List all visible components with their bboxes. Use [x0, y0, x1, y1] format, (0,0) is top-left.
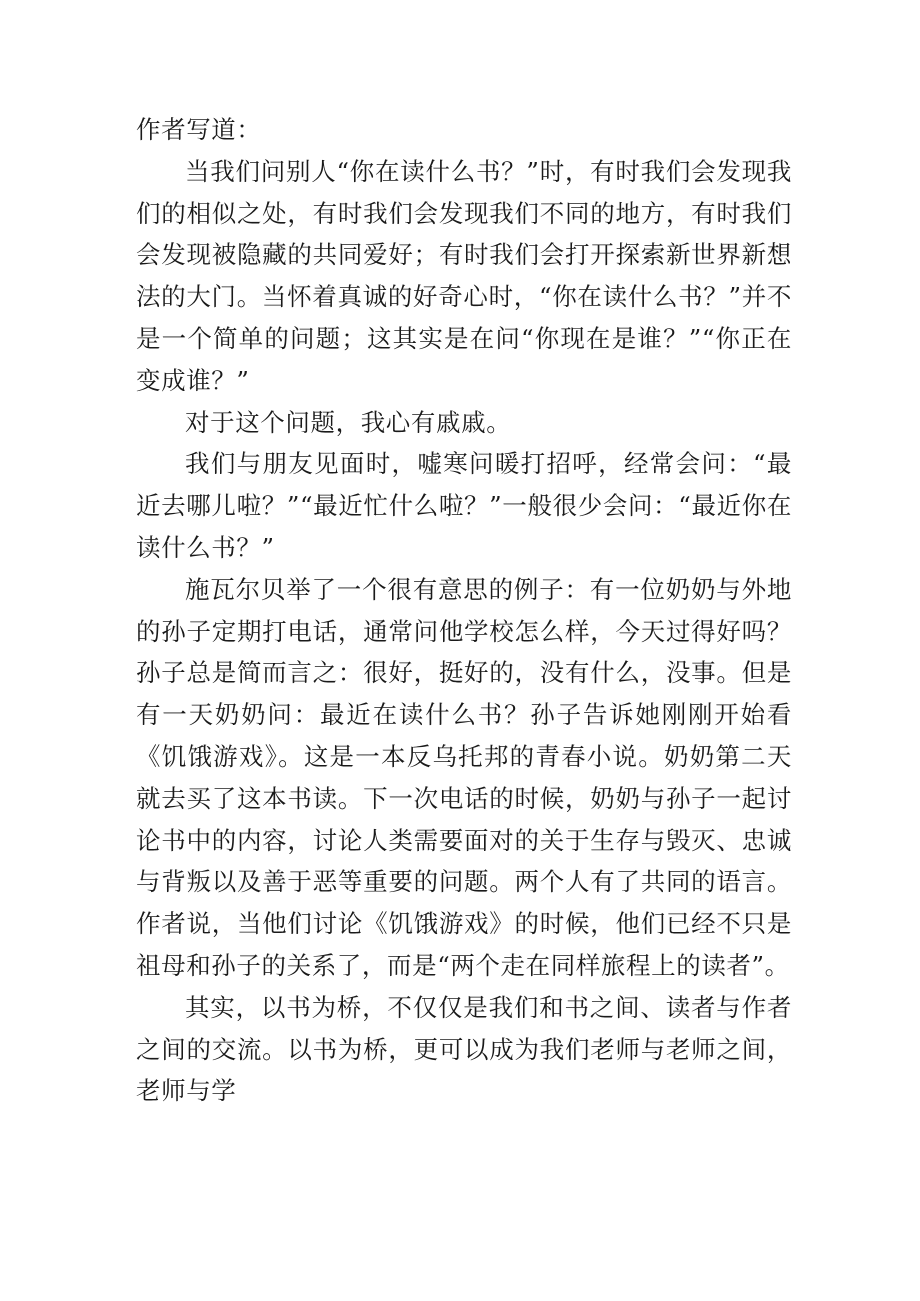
paragraph-reaction: 对于这个问题，我心有戚戚。 [185, 407, 512, 437]
paragraph-intro: 作者写道： [136, 115, 262, 144]
paragraph-greeting: 我们与朋友见面时，嘘寒问暖打招呼，经常会问：“最近去哪儿啦？”“最近忙什么啦？”一般很少会问：“最近你在读什么书？” [136, 449, 792, 562]
paragraph-conclusion: 其实，以书为桥，不仅仅是我们和书之间、读者与作者之间的交流。以书为桥，更可以成为我们老师与老师之间，老师与学 [136, 992, 792, 1106]
document-body [136, 109, 792, 1112]
paragraph-quote: 当我们问别人“你在读什么书？”时，有时我们会发现我们的相似之处，有时我们会发现我们不同的地方，有时我们会发现被隐藏的共同爱好；有时我们会打开探索新世界新想法的大门。当怀着真诚的好奇心时，“你在读什么书？”并不是一个简单的问题；这其实是在问“你现在是谁？”“你正在变成谁？” [136, 156, 792, 395]
paragraph-example: 施瓦尔贝举了一个很有意思的例子：有一位奶奶与外地的孙子定期打电话，通常问他学校怎么样，今天过得好吗？孙子总是简而言之：很好，挺好的，没有什么，没事。但是有一天奶奶问：最近在读什么书？孙子告诉她刚刚开始看《饥饿游戏》。这是一本反乌托邦的青春小说。奶奶第二天就去买了这本书读。下一次电话的时候，奶奶与孙子一起讨论书中的内容，讨论人类需要面对的关于生存与毁灭、忠诚与背叛以及善于恶等重要的问题。两个人有了共同的语言。作者说，当他们讨论《饥饿游戏》的时候，他们已经不只是祖母和孙子的关系了，而是“两个走在同样旅程上的读者”。 [136, 574, 792, 980]
